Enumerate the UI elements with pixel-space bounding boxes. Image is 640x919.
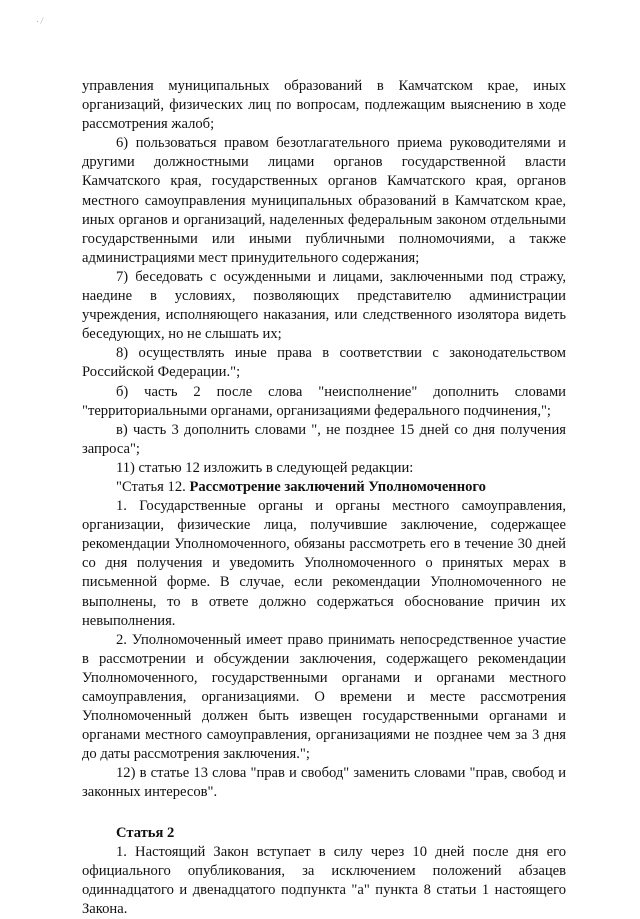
paragraph-item-7: 7) беседовать с осужденными и лицами, заключенными под стражу, наедине в условиях, позволяющих представителю администрации учреждения, исполняющего наказания, или следственного изолятора видеть беседующих, но не слышать их; <box>82 268 566 343</box>
article-12-prefix: "Статья 12. <box>116 478 190 495</box>
paragraph-item-6: 6) пользоваться правом безотлагательного приема руководителями и другими должностными лицами органов государственной власти Камчатского края, государственных органов Камчатского края, органов местного самоуправления муниципальных образований в Камчатском крае, иных органов и организаций, наделенных федеральным законом отдельными государственными или иными публичными полномочиями, а также администрациями мест принудительного содержания; <box>82 135 566 266</box>
article-2-part-1: 1. Настоящий Закон вступает в силу через 10 дней после дня его официального опубликования, за исключением положений абзацев одиннадцатого и двенадцатого подпункта "а" пункта 8 статьи 1 настоящего Закона. <box>82 843 566 917</box>
article-12-part-2: 2. Уполномоченный имеет право принимать непосредственное участие в рассмотрении и обсуждении заключения, содержащего рекомендации Уполномоченного, государственными органами и органами местного самоуправления, организациями. О времени и месте рассмотрения Уполномоченный должен быть извещен государственными органами и органами местного самоуправления, организациями не позднее чем за 3 дня до даты рассмотрения заключения."; <box>82 631 566 763</box>
paragraph-continuation: управления муниципальных образований в Камчатском крае, иных организаций, физических лиц по вопросам, подлежащим выяснению в ходе рассмотрения жалоб; <box>82 78 566 133</box>
article-12-title: Рассмотрение заключений Уполномоченного <box>189 478 486 495</box>
paragraph-item-11: 11) статью 12 изложить в следующей редакции: <box>116 459 414 476</box>
paragraph-subitem-v: в) часть 3 дополнить словами ", не позднее 15 дней со дня получения запроса"; <box>82 421 566 457</box>
article-12-part-1: 1. Государственные органы и органы местного самоуправления, организации, физические лица, получившие заключение, содержащее рекомендации Уполномоченного, обязаны рассмотреть его в течение 30 дней со дня получения и уведомить Уполномоченного о принятых мерах в письменной форме. В случае, если рекомендации Уполномоченного не выполнены, то в ответе должно содержаться обоснование причин их невыполнения. <box>82 498 566 629</box>
article-2-heading: Статья 2 <box>116 824 175 841</box>
article-12-heading <box>82 478 566 497</box>
scan-corner-mark: · ⁄ <box>35 15 44 27</box>
paragraph-subitem-b: б) часть 2 после слова "неисполнение" дополнить словами "территориальными органами, организациями федерального подчинения,"; <box>82 383 566 419</box>
paragraph-item-8: 8) осуществлять иные права в соответствии с законодательством Российской Федерации."; <box>82 345 566 381</box>
law-text-body <box>82 77 566 919</box>
paragraph-item-12: 12) в статье 13 слова "прав и свобод" заменить словами "прав, свобод и законных интересов". <box>82 765 566 801</box>
